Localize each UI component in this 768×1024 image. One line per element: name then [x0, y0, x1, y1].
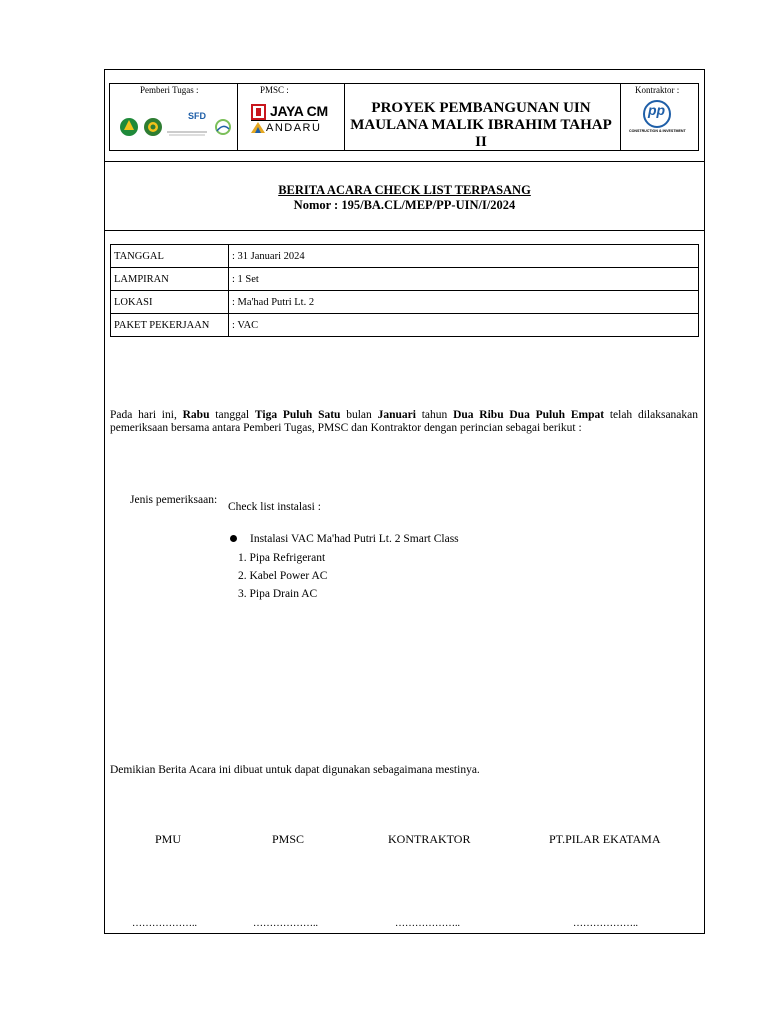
- closing-statement: Demikian Berita Acara ini dibuat untuk dapat digunakan sebagaimana mestinya.: [110, 764, 480, 776]
- header-table: [109, 83, 699, 151]
- info-table: [110, 244, 699, 337]
- table-row: [111, 291, 699, 314]
- info-label: LOKASI: [111, 291, 229, 314]
- jaya-cm-logo-icon: [251, 104, 267, 121]
- signature-pmsc: PMSC: [272, 832, 305, 846]
- jaya-cm-logo-text: JAYA CM: [270, 103, 328, 119]
- para-text: Pada hari ini,: [110, 409, 183, 421]
- opening-paragraph: [110, 409, 698, 435]
- table-row: [111, 245, 699, 268]
- pemberi-tugas-logos: [119, 114, 231, 140]
- project-title-line2: MAULANA MALIK IBRAHIM TAHAP II: [350, 117, 612, 150]
- table-row: [111, 268, 699, 291]
- andaru-logo-text: ANDARU: [266, 122, 322, 134]
- pp-logo-text: pp: [648, 102, 666, 118]
- signature-line: ………………..: [132, 918, 197, 929]
- signature-kontraktor: KONTRAKTOR: [388, 832, 471, 846]
- project-title-line1: PROYEK PEMBANGUNAN UIN: [371, 100, 591, 116]
- para-day: Rabu: [182, 409, 210, 421]
- pemberi-tugas-label: Pemberi Tugas :: [140, 85, 199, 95]
- kemenag-logo-icon: [120, 118, 138, 136]
- table-row: [111, 314, 699, 337]
- logo-divider: [251, 120, 318, 121]
- signature-line: ………………..: [253, 918, 318, 929]
- pemberi-tugas-cell: [110, 84, 238, 150]
- para-month: Januari: [377, 409, 416, 421]
- para-text: bulan: [340, 409, 378, 421]
- project-title: [346, 100, 616, 151]
- kontraktor-cell: [620, 84, 686, 150]
- list-item: 2. Kabel Power AC: [238, 570, 328, 582]
- para-text: tahun: [415, 409, 454, 421]
- para-year: Dua Ribu Dua Puluh Empat: [453, 409, 605, 421]
- list-item: 3. Pipa Drain AC: [238, 588, 318, 600]
- kontraktor-label: Kontraktor :: [635, 85, 680, 95]
- signature-line: ………………..: [573, 918, 638, 929]
- pp-logo-subtext: CONSTRUCTION & INVESTMENT: [629, 129, 686, 133]
- sfd-logo-text: SFD: [188, 111, 206, 121]
- document-number: Nomor : 195/BA.CL/MEP/PP-UIN/I/2024: [293, 198, 516, 212]
- header-separator: [104, 161, 705, 162]
- bullet-icon: [230, 535, 237, 542]
- inspection-label: Jenis pemeriksaan:: [130, 494, 218, 506]
- para-date: Tiga Puluh Satu: [254, 409, 341, 421]
- info-value: : 31 Januari 2024: [229, 245, 699, 268]
- andaru-logo-icon: [251, 122, 265, 134]
- inspection-bullet: Instalasi VAC Ma'had Putri Lt. 2 Smart Class: [250, 533, 459, 545]
- signature-pilar: PT.PILAR EKATAMA: [549, 832, 661, 846]
- info-label: TANGGAL: [111, 245, 229, 268]
- info-value: : 1 Set: [229, 268, 699, 291]
- pmsc-label: PMSC :: [260, 85, 289, 95]
- info-value: : Ma'had Putri Lt. 2: [229, 291, 699, 314]
- berita-acara-title: [104, 183, 705, 213]
- sfd-logo-icon: [167, 120, 230, 135]
- para-text: telah dilaksanakan pemeriksaan bersama antara Pemberi Tugas, PMSC dan Kontraktor dengan perincian sebagai berikut :: [110, 409, 699, 434]
- document-title: BERITA ACARA CHECK LIST TERPASANG: [278, 183, 531, 197]
- signature-pmu: PMU: [155, 832, 182, 846]
- info-label: PAKET PEKERJAAN: [111, 314, 229, 337]
- inspection-heading: Check list instalasi :: [228, 501, 321, 513]
- list-item: 1. Pipa Refrigerant: [238, 552, 326, 564]
- info-value: : VAC: [229, 314, 699, 337]
- signature-line: ………………..: [395, 918, 460, 929]
- uin-logo-icon: [144, 118, 162, 136]
- para-text: tanggal: [209, 409, 255, 421]
- title-separator: [104, 230, 705, 231]
- info-label: LAMPIRAN: [111, 268, 229, 291]
- pmsc-cell: [238, 84, 345, 150]
